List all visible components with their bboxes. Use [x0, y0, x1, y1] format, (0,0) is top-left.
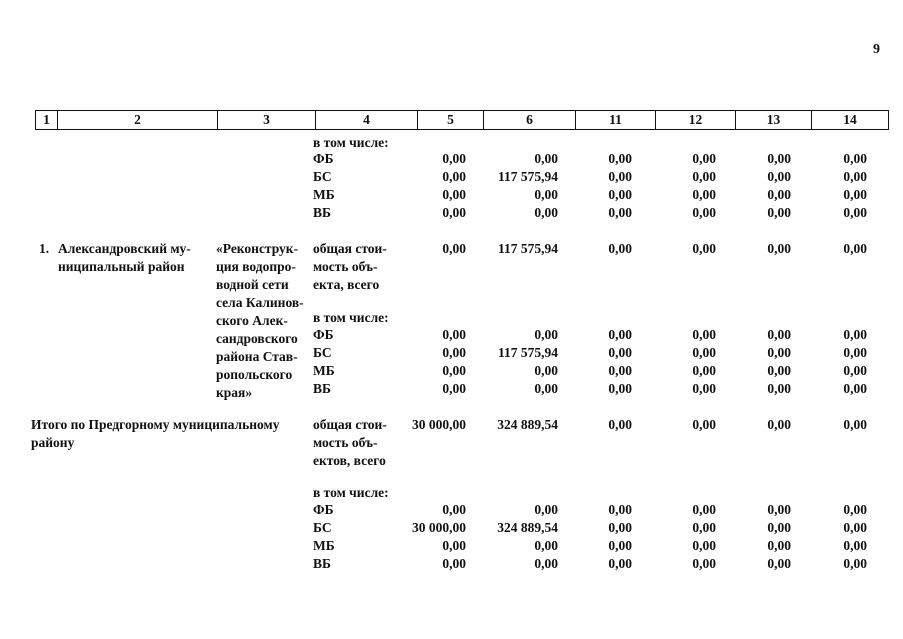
cell-col6: 117 575,94 — [497, 345, 558, 360]
cell-col14: 0,00 — [843, 241, 867, 256]
cell-col6: 324 889,54 — [497, 417, 558, 432]
table-row — [0, 501, 903, 519]
table-row — [0, 168, 903, 186]
row-label: ФБ — [313, 151, 334, 166]
row-label: БС — [313, 520, 332, 535]
cell-col13: 0,00 — [767, 520, 791, 535]
cell-col11: 0,00 — [608, 538, 632, 553]
row-label: МБ — [313, 538, 335, 553]
row-label: БС — [313, 345, 332, 360]
cell-col14: 0,00 — [843, 327, 867, 342]
cell-col11: 0,00 — [608, 381, 632, 396]
cell-col12: 0,00 — [692, 187, 716, 202]
cell-col14: 0,00 — [843, 363, 867, 378]
header-col-11: 11 — [576, 111, 656, 129]
cell-col13: 0,00 — [767, 205, 791, 220]
section1-intro: в том числе: — [313, 135, 389, 150]
cell-col14: 0,00 — [843, 556, 867, 571]
cell-col13: 0,00 — [767, 169, 791, 184]
cell-col12: 0,00 — [692, 381, 716, 396]
header-col-1: 1 — [36, 111, 58, 129]
cell-col14: 0,00 — [843, 502, 867, 517]
table-row — [0, 344, 903, 362]
cell-col5: 0,00 — [442, 327, 466, 342]
section2-intro: в том числе: — [313, 310, 389, 325]
cell-col11: 0,00 — [608, 205, 632, 220]
cell-col11: 0,00 — [608, 417, 632, 432]
cell-col11: 0,00 — [608, 345, 632, 360]
cell-col5: 0,00 — [442, 345, 466, 360]
cell-col12: 0,00 — [692, 241, 716, 256]
cell-col6: 0,00 — [534, 556, 558, 571]
table-row — [0, 380, 903, 398]
cell-col12: 0,00 — [692, 169, 716, 184]
table-row — [0, 150, 903, 168]
total-cost-label: общая стои- мость объ- ектов, всего — [313, 417, 387, 468]
cell-col12: 0,00 — [692, 151, 716, 166]
cell-col14: 0,00 — [843, 151, 867, 166]
row-label: МБ — [313, 187, 335, 202]
object-name: «Реконструк- ция водопро- водной сети села Калинов- ского Алек- сандровского района Став- ропольского края» — [216, 241, 304, 400]
cell-col6: 324 889,54 — [497, 520, 558, 535]
cell-col13: 0,00 — [767, 381, 791, 396]
table-row — [0, 204, 903, 222]
cell-col11: 0,00 — [608, 187, 632, 202]
cell-col14: 0,00 — [843, 417, 867, 432]
cell-col11: 0,00 — [608, 327, 632, 342]
cell-col5: 0,00 — [442, 187, 466, 202]
cell-col13: 0,00 — [767, 417, 791, 432]
cell-col12: 0,00 — [692, 556, 716, 571]
table-row — [0, 537, 903, 555]
cell-col6: 117 575,94 — [497, 169, 558, 184]
page-number: 9 — [873, 42, 880, 57]
header-col-3: 3 — [218, 111, 316, 129]
row-label: ВБ — [313, 556, 331, 571]
cell-col13: 0,00 — [767, 345, 791, 360]
table-row — [0, 519, 903, 537]
row-label: ВБ — [313, 381, 331, 396]
total-row — [0, 240, 903, 258]
cell-col13: 0,00 — [767, 556, 791, 571]
cell-col12: 0,00 — [692, 520, 716, 535]
cell-col13: 0,00 — [767, 502, 791, 517]
cell-col14: 0,00 — [843, 538, 867, 553]
cell-col5: 0,00 — [442, 205, 466, 220]
cell-col5: 0,00 — [442, 151, 466, 166]
cell-col14: 0,00 — [843, 520, 867, 535]
cell-col13: 0,00 — [767, 327, 791, 342]
cell-col14: 0,00 — [843, 381, 867, 396]
table-header-row — [35, 110, 889, 130]
item-number: 1. — [39, 241, 50, 256]
header-col-4: 4 — [316, 111, 418, 129]
municipality-name: Александровский му- ниципальный район — [58, 241, 191, 274]
cell-col13: 0,00 — [767, 538, 791, 553]
district-total-title: Итого по Предгорному муниципальному району — [31, 417, 280, 450]
cell-col5: 0,00 — [442, 241, 466, 256]
cell-col5: 0,00 — [442, 363, 466, 378]
cell-col11: 0,00 — [608, 241, 632, 256]
row-label: ВБ — [313, 205, 331, 220]
cell-col12: 0,00 — [692, 345, 716, 360]
header-col-13: 13 — [736, 111, 812, 129]
row-label: ФБ — [313, 327, 334, 342]
cell-col12: 0,00 — [692, 363, 716, 378]
header-col-12: 12 — [656, 111, 736, 129]
cell-col5: 0,00 — [442, 556, 466, 571]
cell-col13: 0,00 — [767, 241, 791, 256]
cell-col5: 0,00 — [442, 502, 466, 517]
cell-col14: 0,00 — [843, 345, 867, 360]
cell-col6: 0,00 — [534, 205, 558, 220]
row-label: БС — [313, 169, 332, 184]
table-row — [0, 186, 903, 204]
cell-col13: 0,00 — [767, 151, 791, 166]
cell-col5: 0,00 — [442, 169, 466, 184]
cell-col6: 0,00 — [534, 151, 558, 166]
table-row — [0, 326, 903, 344]
cell-col5: 30 000,00 — [412, 417, 466, 432]
cell-col6: 0,00 — [534, 327, 558, 342]
cell-col6: 0,00 — [534, 502, 558, 517]
header-col-2: 2 — [58, 111, 218, 129]
section3-intro: в том числе: — [313, 485, 389, 500]
total-cost-label: общая стои- мость объ- екта, всего — [313, 241, 387, 292]
cell-col5: 30 000,00 — [412, 520, 466, 535]
cell-col6: 0,00 — [534, 363, 558, 378]
cell-col6: 0,00 — [534, 187, 558, 202]
cell-col12: 0,00 — [692, 327, 716, 342]
cell-col12: 0,00 — [692, 417, 716, 432]
cell-col11: 0,00 — [608, 363, 632, 378]
header-col-14: 14 — [843, 112, 857, 127]
cell-col14: 0,00 — [843, 205, 867, 220]
cell-col14: 0,00 — [843, 169, 867, 184]
cell-col11: 0,00 — [608, 520, 632, 535]
cell-col5: 0,00 — [442, 381, 466, 396]
cell-col12: 0,00 — [692, 538, 716, 553]
table-row — [0, 362, 903, 380]
cell-col12: 0,00 — [692, 205, 716, 220]
cell-col11: 0,00 — [608, 169, 632, 184]
header-col-5: 5 — [418, 111, 484, 129]
cell-col6: 0,00 — [534, 538, 558, 553]
table-row — [0, 555, 903, 573]
cell-col13: 0,00 — [767, 187, 791, 202]
row-label: ФБ — [313, 502, 334, 517]
cell-col11: 0,00 — [608, 502, 632, 517]
cell-col11: 0,00 — [608, 556, 632, 571]
cell-col6: 0,00 — [534, 381, 558, 396]
header-col-6: 6 — [484, 111, 576, 129]
cell-col13: 0,00 — [767, 363, 791, 378]
cell-col11: 0,00 — [608, 151, 632, 166]
cell-col12: 0,00 — [692, 502, 716, 517]
cell-col14: 0,00 — [843, 187, 867, 202]
total-row — [0, 416, 903, 434]
cell-col5: 0,00 — [442, 538, 466, 553]
cell-col6: 117 575,94 — [497, 241, 558, 256]
row-label: МБ — [313, 363, 335, 378]
